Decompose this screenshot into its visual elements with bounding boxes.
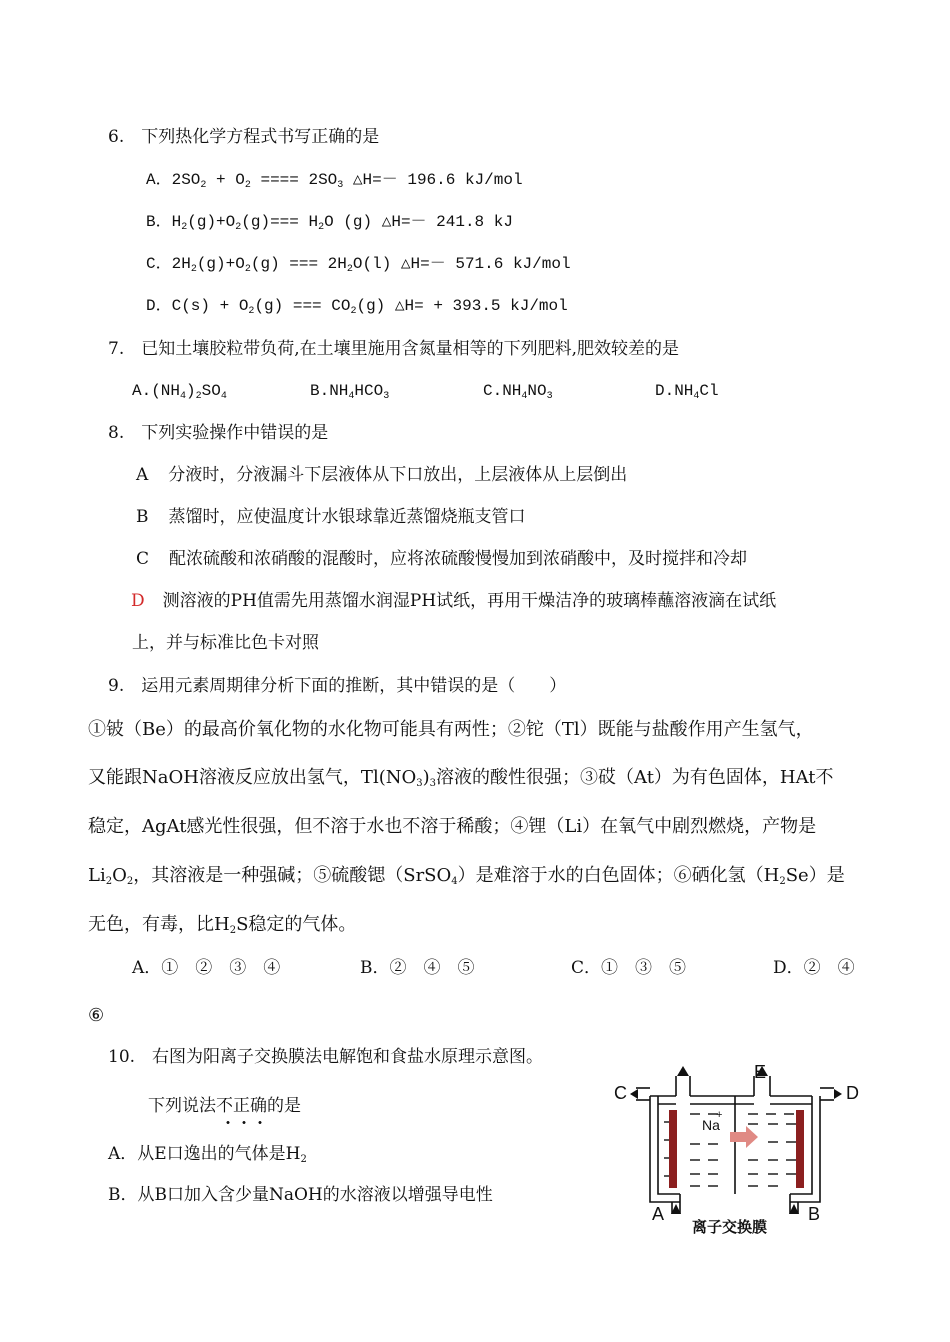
q10-option-a: A．从E口逸出的气体是$H_2$: [108, 1144, 307, 1165]
q10-stem: 10. 右图为阳离子交换膜法电解饱和食盐水原理示意图。: [108, 1047, 544, 1067]
q8-option-b: B 蒸馏时，应使温度计水银球靠近蒸馏烧瓶支管口: [136, 507, 526, 527]
label-b: B: [808, 1204, 821, 1224]
q7-option-d: $D.NH_4Cl$: [655, 382, 719, 402]
q6-option-c: C．$2H_2(g)+O_2(g)$ === $2H_2O(l)$ △H=－ 571.6 kJ/mol: [146, 255, 571, 275]
membrane-label: 离子交换膜: [692, 1219, 768, 1236]
q8-option-d-continued: 上，并与标准比色卡对照: [132, 633, 319, 653]
q9-paragraph-line3: 稳定，AgAt感光性很强，但不溶于水也不溶于稀酸；④锂（Li）在氧气中剧烈燃烧，产物是: [88, 816, 817, 837]
tank-outline: [636, 1076, 834, 1214]
q9-option-a: A．① ② ③ ④: [132, 958, 281, 978]
q7-stem: 7. 已知土壤胶粒带负荷,在土壤里施用含氮量相等的下列肥料,肥效较差的是: [108, 339, 680, 359]
q6-option-b: B．$H_2(g)+O_2(g)=== H_2O$ (g) △H=－ 241.8 kJ: [146, 213, 513, 233]
ion-label: Na: [702, 1117, 720, 1133]
left-electrode: [669, 1110, 677, 1188]
q9-option-d-continued: ⑥: [88, 1005, 105, 1026]
q9-option-b: B．② ④ ⑤: [360, 958, 475, 978]
ion-charge: +: [716, 1109, 723, 1121]
electrolysis-cell-diagram: [608, 1058, 870, 1240]
q8-option-a-letter: A: [136, 465, 149, 485]
q10-option-b: B．从B口加入含少量NaOH的水溶液以增强导电性: [108, 1185, 493, 1205]
q6-option-a: A．$2SO_2 + O_2$ ==== $2SO_3$ △H=－ 196.6 kJ/mol: [146, 171, 523, 191]
label-d: D: [846, 1083, 859, 1103]
q9-paragraph-line1: ①铍（Be）的最高价氧化物的水化物可能具有两性；②铊（Tl）既能与盐酸作用产生氢气，: [88, 719, 814, 740]
q8-option-c: C 配浓硫酸和浓硝酸的混酸时，应将浓硫酸慢慢加到浓硝酸中，及时搅拌和冷却: [136, 549, 748, 569]
q8-stem: 8. 下列实验操作中错误的是: [108, 423, 329, 443]
label-a: A: [652, 1204, 665, 1224]
q9-paragraph-line4: $Li_2O_2$，其溶液是一种强碱；⑤硫酸锶（SrSO$_4$）是难溶于水的白色固体；⑥硒化氢$(H_2Se)$是: [88, 865, 845, 887]
right-electrode: [796, 1110, 804, 1188]
outlet-c-arrow-icon: [630, 1089, 638, 1099]
q9-paragraph-line2: 又能跟NaOH溶液反应放出氢气，$Tl(NO_3)_3$溶液的酸性很强；③砹（At）为有色固体，HAt不: [88, 767, 834, 789]
q6-stem: 6. 下列热化学方程式书写正确的是: [108, 127, 380, 147]
q8-option-a: A 分液时，分液漏斗下层液体从下口放出，上层液体从上层倒出: [136, 465, 628, 485]
q7-option-b: $B.NH_4HCO_3$: [310, 382, 390, 402]
q8-option-c-letter: C: [136, 549, 150, 569]
gas-outlet-left-arrow-icon: [677, 1066, 689, 1076]
q9-stem: 9. 运用元素周期律分析下面的推断，其中错误的是（ ）: [108, 676, 567, 696]
q8-option-d: D 测溶液的PH值需先用蒸馏水润湿PH试纸，再用干燥洁净的玻璃棒蘸溶液滴在试纸: [131, 591, 777, 611]
q8-answer-marker: D: [131, 591, 145, 611]
q10-emphasis-not-correct: 不正确: [216, 1096, 267, 1116]
electrolysis-cell-svg: [608, 1058, 870, 1240]
q6-option-d: D．$C(s) + O_2(g)$ === $CO_2(g)$ △H= + 393.5 kJ/mol: [146, 297, 568, 317]
q7-option-a: $A.(NH_4)_2SO_4$: [132, 382, 227, 402]
q9-option-c: C．① ③ ⑤: [571, 958, 687, 978]
label-e: E: [754, 1062, 767, 1082]
outlet-d-arrow-icon: [834, 1089, 842, 1099]
q7-option-c: $C.NH_4NO_3$: [483, 382, 553, 402]
q10-sub-stem: 下列说法不正确的是: [148, 1096, 301, 1116]
q9-paragraph-line5: 无色，有毒，比$H_2S$稳定的气体。: [88, 914, 357, 936]
label-c: C: [614, 1083, 627, 1103]
solution-dashes: [664, 1114, 796, 1186]
q9-option-d: D．② ④: [773, 958, 855, 978]
q8-option-b-letter: B: [136, 507, 149, 527]
